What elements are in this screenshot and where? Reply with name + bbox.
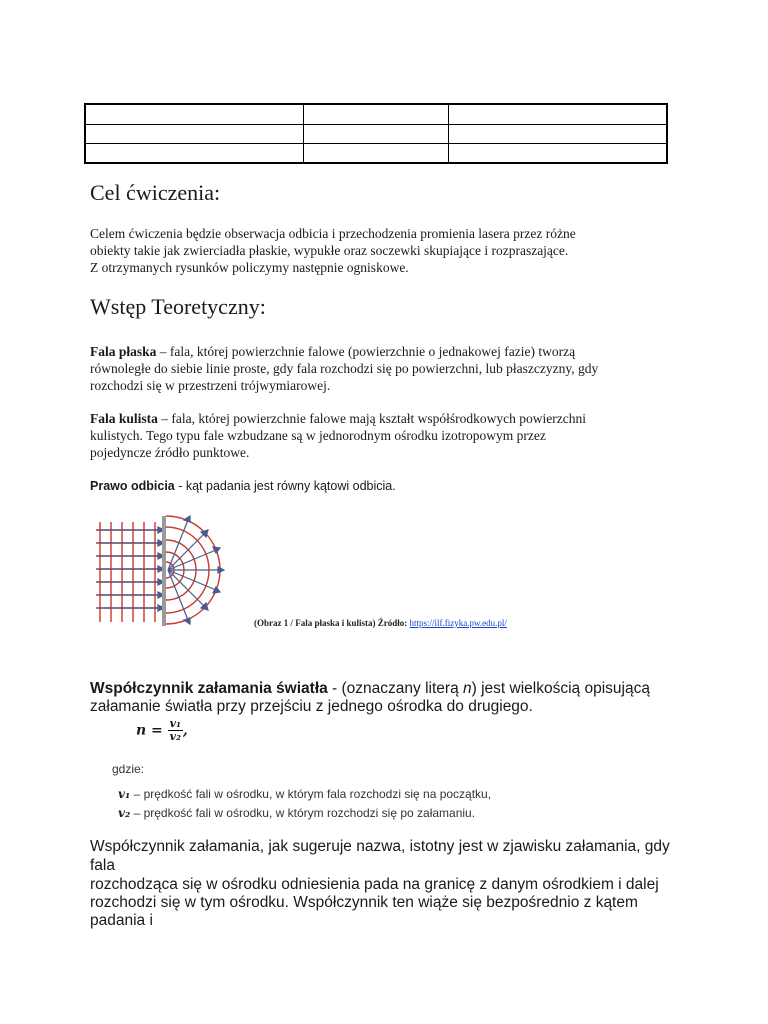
denominator: v₂ xyxy=(169,730,181,743)
plane-wave-grid xyxy=(96,522,166,622)
paragraph-line: rozchodzi się w przestrzeni trójwymiarowej. xyxy=(90,378,331,393)
wave-figure xyxy=(92,510,228,632)
paragraph-line: fala xyxy=(90,857,115,874)
definition-v2 xyxy=(118,806,475,820)
definition-text: ) jest wielkością opisującą xyxy=(471,680,650,697)
prawo-odbicia xyxy=(90,478,396,495)
fala-kulista-line1 xyxy=(90,410,586,427)
table-cell xyxy=(449,144,667,164)
numerator: v₁ xyxy=(169,717,181,730)
table-row xyxy=(85,125,667,144)
table-cell xyxy=(85,144,303,164)
term-fala-plaska: Fala płaska xyxy=(90,344,157,359)
table-cell xyxy=(303,125,449,144)
paragraph-line: padania i xyxy=(90,912,153,929)
gdzie-label: gdzie: xyxy=(112,762,145,776)
paragraph-line: Celem ćwiczenia będzie obserwacja odbicia i przechodzenia promienia lasera przez różne xyxy=(90,226,576,241)
header-table xyxy=(84,103,668,164)
term-wspolczynnik: Współczynnik załamania światła xyxy=(90,680,328,697)
caption-text: (Obraz 1 / Fala płaska i kulista) Źródło: xyxy=(254,618,410,628)
barrier-slit xyxy=(162,516,166,626)
definition-text: – prędkość fali w ośrodku, w którym rozchodzi się po załamaniu. xyxy=(130,806,476,820)
paragraph-line: obiekty takie jak zwierciadła płaskie, wypukłe oraz soczewki skupiające i rozpraszające. xyxy=(90,243,569,258)
table-cell xyxy=(303,144,449,164)
variable-v2: v₂ xyxy=(118,806,131,820)
paragraph-line: pojedyncze źródło punktowe. xyxy=(90,445,250,460)
wspolczynnik-line1 xyxy=(90,680,650,699)
paragraph-line: Współczynnik załamania, jak sugeruje nazwa, istotny jest w zjawisku załamania, gdy xyxy=(90,838,670,855)
table-row xyxy=(85,104,667,125)
incident-arrows xyxy=(98,527,164,611)
paragraph-line: rozchodząca się w ośrodku odniesienia pada na granicę z danym ośrodkiem i dalej xyxy=(90,876,659,893)
formula xyxy=(136,718,188,743)
formula-lhs: n = xyxy=(136,722,163,739)
fala-plaska-line1 xyxy=(90,343,575,360)
section-heading-wstep: Wstęp Teoretyczny: xyxy=(90,294,266,319)
term-fala-kulista: Fala kulista xyxy=(90,411,158,426)
formula-comma: , xyxy=(182,722,188,739)
paragraph-line: załamanie światła przy przejściu z jednego ośrodka do drugiego. xyxy=(90,698,533,715)
fraction xyxy=(168,718,183,743)
variable-n: n xyxy=(463,680,472,697)
paragraph-line: Z otrzymanych rysunków policzymy następnie ogniskowe. xyxy=(90,260,409,275)
table-row xyxy=(85,144,667,164)
paragraph-line: rozchodzi się w tym ośrodku. Współczynnik ten wiąże się bezpośrednio z kątem xyxy=(90,894,638,911)
table-cell xyxy=(85,104,303,125)
table-cell xyxy=(449,125,667,144)
table-cell xyxy=(449,104,667,125)
term-prawo-odbicia: Prawo odbicia xyxy=(90,479,175,493)
definition-text: - (oznaczany literą xyxy=(327,680,463,697)
table-cell xyxy=(85,125,303,144)
section-heading-cel: Cel ćwiczenia: xyxy=(90,180,221,205)
definition-v1 xyxy=(118,787,491,801)
table-cell xyxy=(303,104,449,125)
definition-text: - kąt padania jest równy kątowi odbicia. xyxy=(174,479,396,493)
definition-text: – prędkość fali w ośrodku, w którym fala rozchodzi się na początku, xyxy=(130,787,492,801)
source-link[interactable]: https://ilf.fizyka.pw.edu.pl/ xyxy=(409,618,507,628)
definition-text: – fala, której powierzchnie falowe (powierzchnie o jednakowej fazie) tworzą xyxy=(156,344,576,359)
paragraph-line: równoległe do siebie linie proste, gdy fala rozchodzi się po powierzchni, lub płaszczyzny, gdy xyxy=(90,361,599,376)
variable-v1: v₁ xyxy=(118,787,131,801)
figure-caption xyxy=(254,618,507,628)
definition-text: – fala, której powierzchnie falowe mają kształt współśrodkowych powierzchni xyxy=(157,411,586,426)
paragraph-line: kulistych. Tego typu fale wzbudzane są w jednorodnym ośrodku izotropowym przez xyxy=(90,428,546,443)
radial-arrows xyxy=(168,516,224,624)
